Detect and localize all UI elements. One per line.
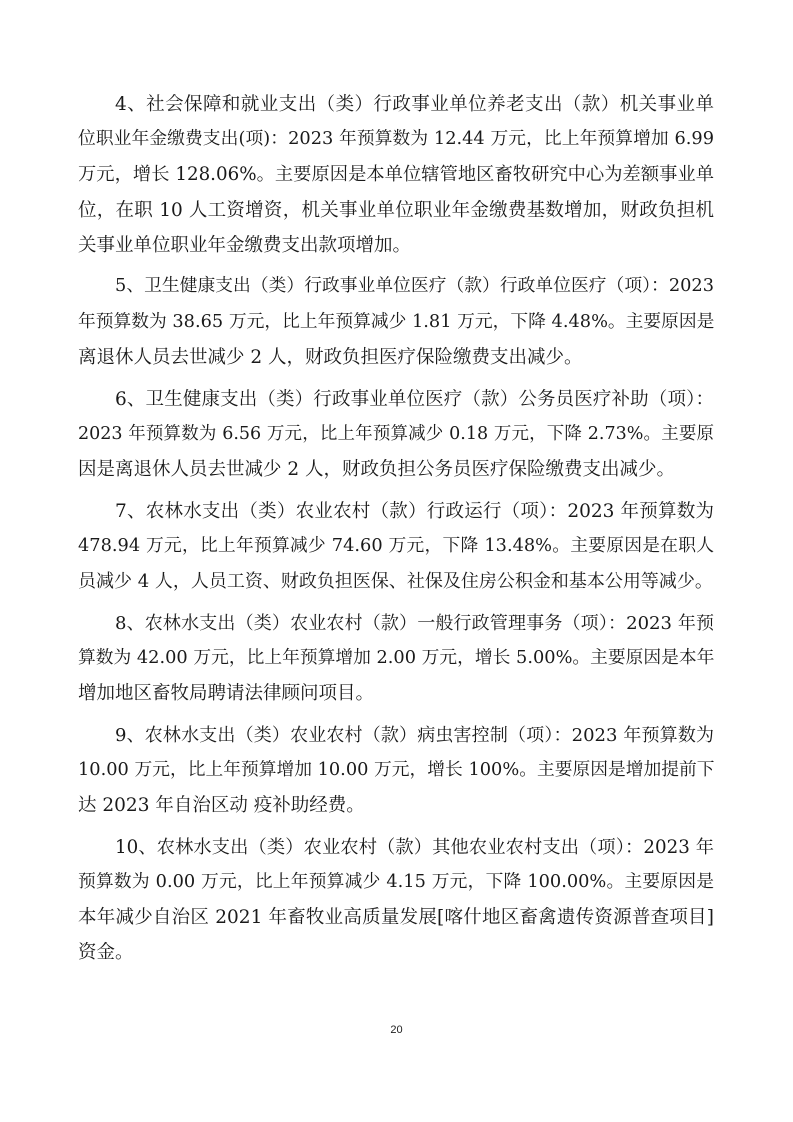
text-line: 8、农林水支出（类）农业农村（款）一般行政管理事务（项）：2023 年预: [115, 612, 714, 634]
paragraph-health-civil-servant-subsidy: [78, 382, 714, 488]
text-line: 位职业年金缴费支出(项)：2023 年预算数为 12.44 万元，比上年预算增加 6.99: [78, 129, 714, 150]
text-line: 离退休人员去世减少 2 人，财政负担医疗保险缴费支出减少。: [78, 346, 583, 368]
text-line: 年预算数为 38.65 万元，比上年预算减少 1.81 万元，下降 4.48%。主要原因是: [78, 311, 715, 332]
text-line: 达 2023 年自治区动 疫补助经费。: [78, 795, 365, 817]
text-line: 员减少 4 人，人员工资、财政负担医保、社保及住房公积金和基本公用等减少。: [78, 570, 713, 592]
text-line: 增加地区畜牧局聘请法律顾问项目。: [78, 683, 375, 704]
text-line: 10、农林水支出（类）农业农村（款）其他农业农村支出（项）：2023 年: [115, 836, 714, 858]
text-line: 位，在职 10 人工资增资，机关事业单位职业年金缴费基数增加，财政负担机: [78, 199, 714, 221]
page-number: 20: [390, 1024, 403, 1036]
text-line: 4、社会保障和就业支出（类）行政事业单位养老支出（款）机关事业单: [115, 94, 714, 115]
text-line: 因是离退休人员去世减少 2 人，财政负担公务员医疗保险缴费支出减少。: [78, 458, 676, 480]
text-line: 资金。: [78, 942, 134, 964]
text-line: 关事业单位职业年金缴费支出款项增加。: [78, 234, 412, 256]
paragraph-agriculture-general-admin: [78, 606, 714, 712]
text-line: 2023 年预算数为 6.56 万元，比上年预算减少 0.18 万元，下降 2.73%。主要原: [78, 423, 714, 444]
text-line: 6、卫生健康支出（类）行政事业单位医疗（款）公务员医疗补助（项）：: [115, 388, 714, 410]
paragraph-social-security: [78, 87, 714, 263]
paragraph-agriculture-other: [78, 830, 714, 971]
text-line: 本年减少自治区 2021 年畜牧业高质量发展[喀什地区畜禽遗传资源普查项目]: [78, 907, 714, 929]
paragraph-health-admin-medical: [78, 269, 714, 375]
text-line: 算数为 42.00 万元，比上年预算增加 2.00 万元，增长 5.00%。主要原因是本年: [78, 647, 715, 668]
text-line: 7、农林水支出（类）农业农村（款）行政运行（项）：2023 年预算数为: [115, 500, 714, 522]
text-line: 预算数为 0.00 万元，比上年预算减少 4.15 万元，下降 100.00%。主要原因是: [78, 871, 714, 892]
document-body: [78, 87, 714, 971]
paragraph-agriculture-operation: [78, 494, 714, 600]
text-line: 万元，增长 128.06%。主要原因是本单位辖管地区畜牧研究中心为差额事业单: [78, 164, 714, 186]
text-line: 10.00 万元，比上年预算增加 10.00 万元，增长 100%。主要原因是增加提前下: [78, 759, 715, 780]
text-line: 5、卫生健康支出（类）行政事业单位医疗（款）行政单位医疗（项）：2023: [115, 276, 714, 297]
paragraph-agriculture-pest-control: [78, 718, 714, 824]
text-line: 478.94 万元，比上年预算减少 74.60 万元，下降 13.48%。主要原因是在职人: [78, 535, 714, 556]
text-line: 9、农林水支出（类）农业农村（款）病虫害控制（项）：2023 年预算数为: [115, 724, 714, 746]
